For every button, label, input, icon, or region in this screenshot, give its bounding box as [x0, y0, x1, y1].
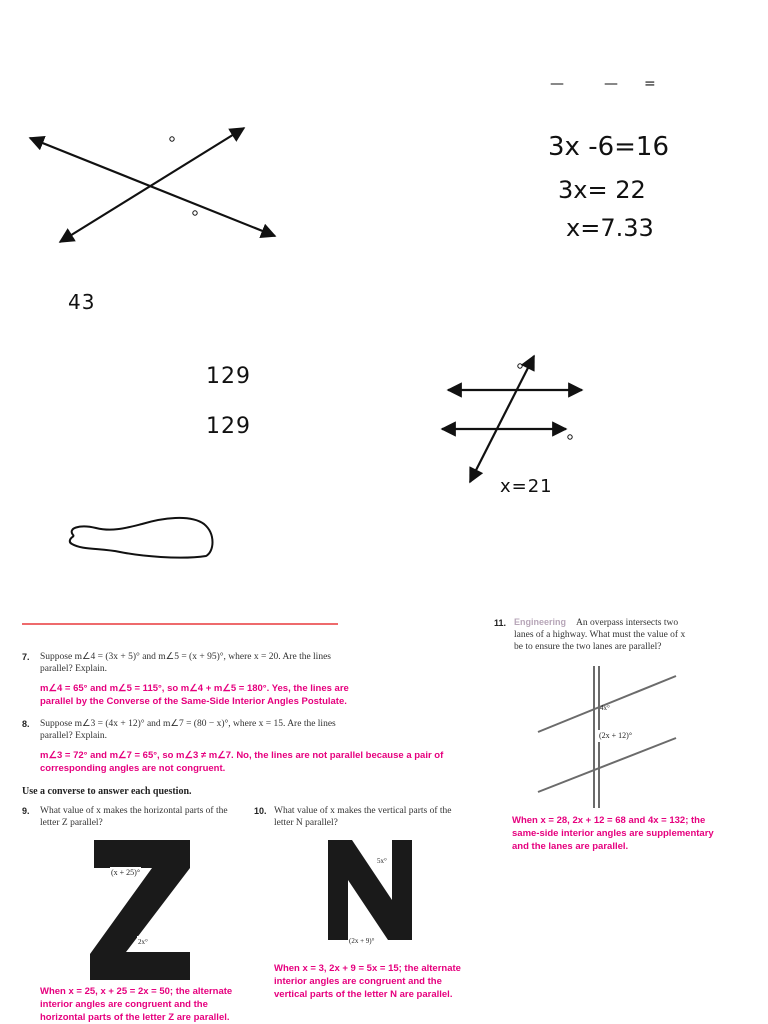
q9-answer-line3: horizontal parts of the letter Z are parallel.: [40, 1012, 230, 1023]
angle-marker-lower: [568, 435, 572, 439]
q10-number: 10.: [254, 806, 267, 816]
handwritten-129-b: 129: [206, 414, 251, 439]
q7-text-line2: parallel? Explain.: [40, 664, 107, 674]
q10-answer-line1: When x = 3, 2x + 9 = 5x = 15; the alternate: [274, 963, 461, 974]
q9-text-line1: What value of x makes the horizontal parts of the: [40, 806, 228, 816]
q7-text-line1: Suppose m∠4 = (3x + 5)° and m∠5 = (x + 95)°, where x = 20. Are the lines: [40, 652, 331, 662]
q9-answer-line1: When x = 25, x + 25 = 2x = 50; the alternate: [40, 986, 233, 997]
blank-equals: =: [644, 76, 657, 92]
q10-text-line1: What value of x makes the vertical parts of the: [274, 806, 452, 816]
letter-z-shape: [90, 840, 190, 980]
q11-angle-bottom-label: (2x + 12)°: [599, 731, 633, 740]
q8-answer-line2: corresponding angles are not congruent.: [40, 763, 226, 774]
handwritten-eq-2: 3x= 22: [558, 176, 646, 204]
q11-engineering-label: Engineering: [514, 617, 567, 627]
q11-answer-line2: same-side interior angles are supplementary: [512, 828, 714, 839]
overpass-lane-lower: [538, 738, 676, 792]
angle-marker-bottom: [193, 211, 197, 215]
angle-marker-top: [170, 137, 174, 141]
q9-angle-top-label: (x + 25)°: [111, 868, 141, 877]
q8-answer-line1: m∠3 = 72° and m∠7 = 65°, so m∠3 ≠ m∠7. No, the lines are not parallel because a pair of: [40, 750, 444, 761]
q11-text-line3: be to ensure the two lanes are parallel?: [514, 642, 662, 652]
letter-n-shape: [328, 840, 412, 940]
q10-angle-bottom-label: (2x + 9)°: [349, 937, 375, 945]
q11-angle-top-label: 4x°: [600, 704, 610, 712]
handwritten-129-a: 129: [206, 364, 251, 389]
q9-text-line2: letter Z parallel?: [40, 818, 103, 828]
q10-text-line2: letter N parallel?: [274, 818, 338, 828]
q10-angle-top-label: 5x°: [377, 857, 387, 865]
q11-text-line1: An overpass intersects two: [576, 618, 679, 628]
q11-answer-line1: When x = 28, 2x + 12 = 68 and 4x = 132; the: [512, 815, 706, 826]
blank-dash-1: —: [550, 76, 565, 92]
q10-answer-line2: interior angles are congruent and the: [274, 976, 442, 987]
q8-text-line1: Suppose m∠3 = (4x + 12)° and m∠7 = (80 − x)°, where x = 15. Are the lines: [40, 719, 336, 729]
handwritten-43: 43: [68, 290, 96, 314]
line-b: [60, 128, 244, 242]
q11-text-line2: lanes of a highway. What must the value of x: [514, 630, 686, 640]
q7-answer-line1: m∠4 = 65° and m∠5 = 115°, so m∠4 + m∠5 = 180°. Yes, the lines are: [40, 683, 349, 694]
q9-number: 9.: [22, 806, 30, 816]
q7-answer-line2: parallel by the Converse of the Same-Side Interior Angles Postulate.: [40, 696, 347, 707]
q10-answer-line3: vertical parts of the letter N are parallel.: [274, 989, 453, 1000]
transversal-line: [470, 356, 534, 482]
n-angle-pointer-bottom: [358, 920, 362, 936]
handwritten-eq-3: x=7.33: [566, 214, 654, 242]
q8-number: 8.: [22, 719, 30, 729]
handwritten-x-21: x=21: [500, 476, 553, 497]
handwritten-eq-1: 3x -6=16: [548, 132, 669, 162]
q11-answer-line3: and the lanes are parallel.: [512, 841, 629, 852]
q9-answer-line2: interior angles are congruent and the: [40, 999, 208, 1010]
blank-dash-2: —: [604, 76, 619, 92]
q11-number: 11.: [494, 618, 507, 628]
angle-marker-upper: [518, 364, 522, 368]
q8-text-line2: parallel? Explain.: [40, 731, 107, 741]
line-a: [30, 138, 275, 236]
q7-number: 7.: [22, 652, 30, 662]
hand-scribble: [70, 518, 213, 558]
q9-angle-bottom-label: 2x°: [138, 938, 148, 946]
section-converse-label: Use a converse to answer each question.: [22, 786, 192, 797]
